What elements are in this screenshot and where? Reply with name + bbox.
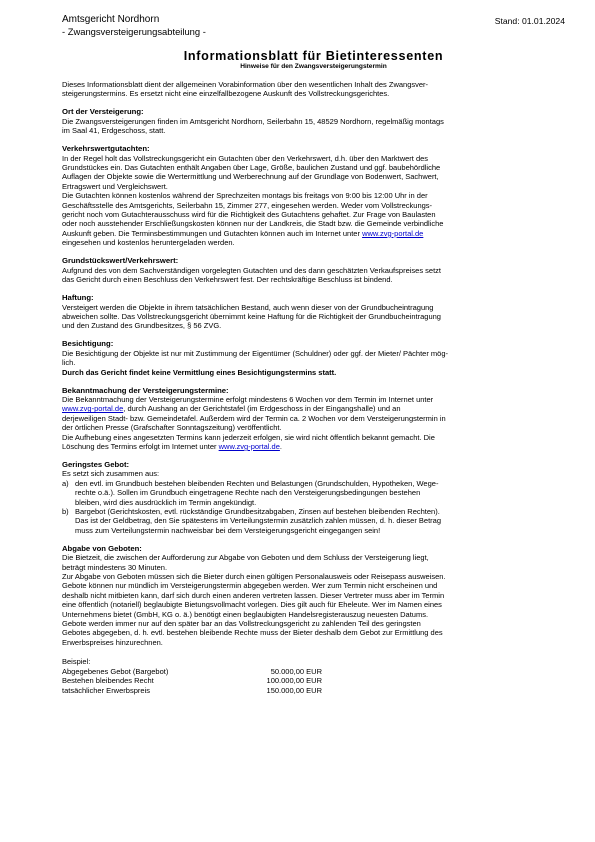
section-bekanntmachung xyxy=(62,386,565,452)
page-subtitle: Hinweise für den Zwangsversteigerungstermin xyxy=(240,63,387,70)
section-abgabe xyxy=(62,544,565,647)
example-row xyxy=(62,686,565,695)
list-marker: b) xyxy=(62,507,69,516)
section-heading: Grundstückswert/Verkehrswert: xyxy=(62,256,179,266)
example-value: 150.000,00 EUR xyxy=(266,685,322,695)
section-text: Aufgrund des von dem Sachverständigen vorgelegten Gutachten und des dann geschätzten Verkaufspreises setzt das Gericht durch einen Beschluss den Verkehrswert fest. Der rechtskräftige Beschluss ist bindend. xyxy=(62,265,441,285)
section-note-bold: Durch das Gericht findet keine Vermittlung eines Besichtigungstermins statt. xyxy=(62,367,337,377)
list-text: Bargebot (Gerichtskosten, evtl. rückständige Grundbesitzabgaben, Zinsen auf bestehen bleibenden Rechten). Das ist der Geldbetrag, den Sie spätestens im Verteilungstermin zusätzlich zahlen müssen, d. h. dieser Betrag muss zum Verteilungstermin nachweisbar bei dem Versteigerungsgericht eingegangen sein! xyxy=(75,507,442,535)
document-date: Stand: 01.01.2024 xyxy=(494,16,565,26)
section-text: Es setzt sich zusammen aus: xyxy=(62,469,160,479)
example-block xyxy=(62,657,565,695)
example-row xyxy=(62,676,565,685)
section-text: Versteigert werden die Objekte in ihrem tatsächlichen Bestand, auch wenn dieser von der Grundbucheintragung abweichen sollte. Das Vollstreckungsgericht übernimmt keine Haftung für die Richtigkeit der Grundbucheintragung und den Zustand des Grundbesitzes, § 56 ZVG. xyxy=(62,302,441,331)
example-label: tatsächlicher Erwerbspreis xyxy=(62,685,150,695)
section-text-continued xyxy=(62,191,565,247)
section-text-part: Die Gutachten können kostenlos während der Sprechzeiten montags bis freitags von 9:00 bis 12:00 Uhr in der Geschäftsstelle des Amtsgerichts, Seilerbahn 15, Zimmer 277, eingesehen werden. Weder vom Vollstreckungs- gericht noch vom Gutachterausschuss wird für die Richtigkeit des Gutachtens gehaftet. Zur Frage von Baulasten oder noch ausstehender Erschließungskosten können nur der Landkreis, die Stadt bzw. die Gemeinde verbindliche Auskunft geben. Die Terminsbestimmungen und Gutachten können auch im Internet unter xyxy=(62,191,444,238)
section-text: Die Besichtigung der Objekte ist nur mit Zustimmung der Eigentümer (Schuldner) oder ggf. der Mieter/ Pächter mög- lich. xyxy=(62,348,449,368)
department-name: - Zwangsversteigerungsabteilung - xyxy=(62,26,206,37)
list-text: den evtl. im Grundbuch bestehen bleibenden Rechten und Belastungen (Grundschulden, Hypotheken, Wege- rechte o.ä.). Sollen im Grundbuch eingetragene Rechte nach den Versteigerungsbedingungen bestehen bleiben, wird dies ausdrücklich im Termin angekündigt. xyxy=(75,478,439,507)
example-heading: Beispiel: xyxy=(62,657,91,667)
section-grundstueckswert xyxy=(62,256,565,284)
section-text: Die Bietzeit, die zwischen der Aufforderung zur Abgabe von Geboten und dem Schluss der Versteigerung liegt, beträgt mindestens 30 Minuten. Zur Abgabe von Geboten müssen sich die Bieter durch einen gültigen Personalausweis oder Reisepass ausweisen. Gebote können nur mündlich im Versteigerungstermin abgegeben werden. Wer zum Termin nicht erscheinen und deshalb nicht mitbieten kann, darf sich durch einen anderen vertreten lassen. Dieser Vertreter muss aber im Termin eine öffentlich (notariell) beglaubigte Bietungsvollmacht vorlegen. Dies gilt auch für Eheleute. Wer im Namen eines Unternehmens bietet (GmbH, KG o. ä.) benötigt einen beglaubigten Handelsregisterauszug neuesten Datums. Gebote werden immer nur auf den später bar an das Vollstreckungsgericht zu zahlenden Teil des geringsten Gebotes abgegeben, d. h. evtl. bestehen bleibende Rechte muss der Bieter deshalb dem Gebot zur Ermittlung des Erwerbspreises hinzurechnen. xyxy=(62,553,446,647)
court-name: Amtsgericht Nordhorn xyxy=(62,14,160,25)
example-value: 100.000,00 EUR xyxy=(266,676,322,686)
intro-paragraph: Dieses Informationsblatt dient der allgemeinen Vorabinformation über den wesentlichen Inhalt des Zwangsver- steigerungstermins. Es ersetzt nicht eine einzelfallbezogene Auskunft des Vollstreckungsgerichtes. xyxy=(62,80,429,99)
section-text-part: Die Bekanntmachung der Versteigerungstermine erfolgt mindestens 6 Wochen vor dem Termin im Internet unter xyxy=(62,394,434,404)
list-item xyxy=(62,479,565,507)
zvg-portal-link[interactable]: www.zvg-portal.de xyxy=(218,441,280,451)
list-marker: a) xyxy=(62,478,69,488)
zvg-portal-link[interactable]: www.zvg-portal.de xyxy=(62,404,124,414)
section-heading: Verkehrswertgutachten: xyxy=(62,144,150,154)
page-title: Informationsblatt für Bietinteressenten xyxy=(183,49,444,63)
section-text xyxy=(62,395,565,451)
section-gebot xyxy=(62,460,565,535)
section-gutachten xyxy=(62,144,565,247)
section-ort xyxy=(62,107,565,135)
example-row xyxy=(62,667,565,676)
section-text-part: , durch Aushang an der Gerichtstafel (im Erdgeschoss in der Eingangshalle) und an derjeweiligen Stadt- bzw. Gemeindetafel. Außerdem wird der Termin ca. 2 Wochen vor dem Versteigerungstermin in der örtlichen Presse (Grafschafter Sonntagszeitung) veröffentlicht. Die Aufhebung eines angesetzten Termins kann jederzeit erfolgen, sie wird nicht öffentlich bekannt gemacht. Die Löschung des Termins erfolgt im Internet unter xyxy=(62,404,446,451)
document-header xyxy=(62,14,565,37)
example-label: Bestehen bleibendes Recht xyxy=(62,676,154,686)
section-heading: Haftung: xyxy=(62,293,94,303)
section-haftung xyxy=(62,293,565,331)
section-besichtigung xyxy=(62,339,565,377)
list-item xyxy=(62,507,565,535)
section-heading: Bekanntmachung der Versteigerungstermine: xyxy=(62,385,229,395)
example-label: Abgegebenes Gebot (Bargebot) xyxy=(62,666,169,676)
section-heading: Geringstes Gebot: xyxy=(62,459,130,469)
zvg-portal-link[interactable]: www.zvg-portal.de xyxy=(362,228,424,238)
section-text: In der Regel holt das Vollstreckungsgericht ein Gutachten über den Verkehrswert, d.h. über den Marktwert des Grundstückes ein. Das Gutachten enthält Angaben über Lage, Größe, baulichen Zustand und ggf. baubehördliche Auflagen der Objekte sowie die Wertermittlung und Werberechnung auf der Grundlage von Bodenwert, Sachwert, Ertragswert und Vergleichswert. xyxy=(62,153,441,191)
gebot-list xyxy=(62,479,565,535)
section-heading: Ort der Versteigerung: xyxy=(62,107,144,117)
section-text: Die Zwangsversteigerungen finden im Amtsgericht Nordhorn, Seilerbahn 15, 48529 Nordhorn, regelmäßig montags im Saal 41, Erdgeschoss, statt. xyxy=(62,116,444,136)
example-value: 50.000,00 EUR xyxy=(270,666,322,676)
section-text-part: . xyxy=(279,441,282,451)
section-heading: Abgabe von Geboten: xyxy=(62,543,142,553)
section-text-part: eingesehen und kostenlos heruntergeladen werden. xyxy=(62,238,235,248)
court-block xyxy=(62,14,206,37)
section-heading: Besichtigung: xyxy=(62,339,114,349)
